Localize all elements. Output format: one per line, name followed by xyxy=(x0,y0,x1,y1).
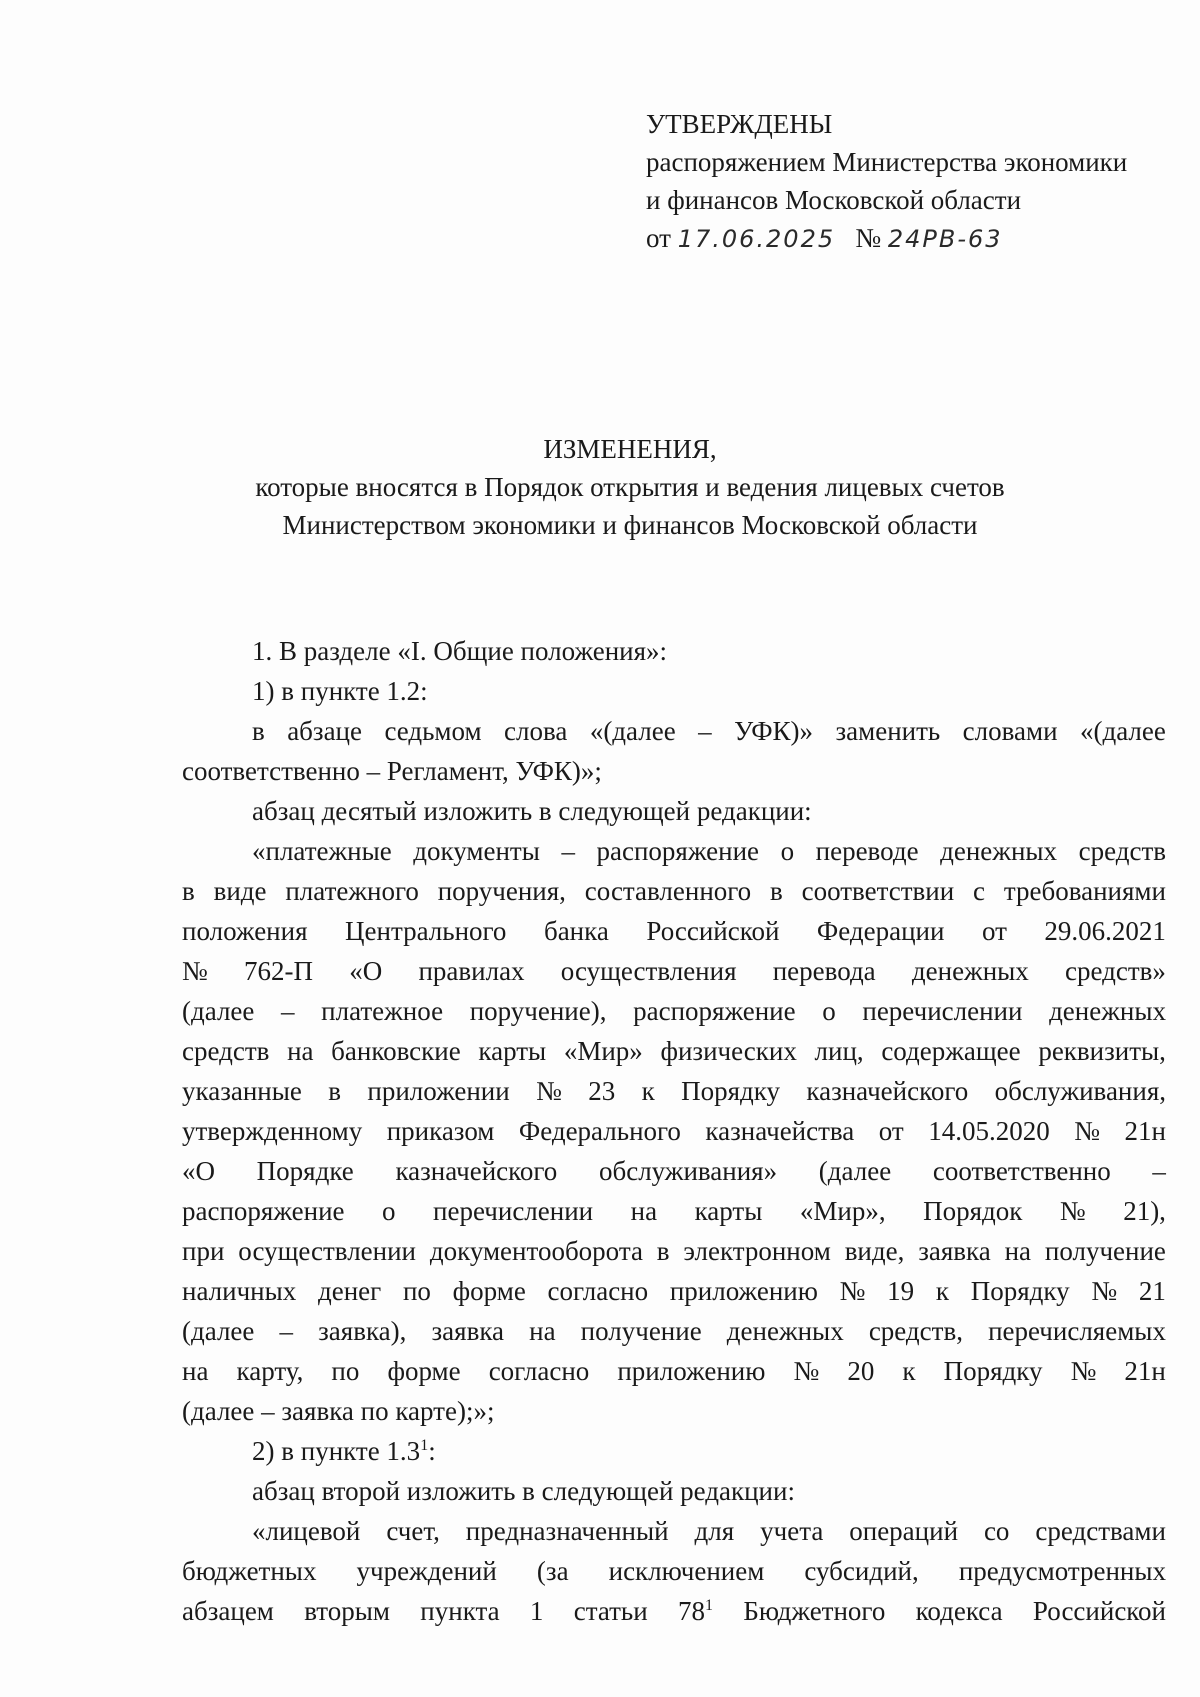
paragraph-8-line-1: «лицевой счет, предназначенный для учета операций со средствами xyxy=(252,1516,1166,1546)
paragraph-5-line-8: утвержденному приказом Федерального казначейства от 14.05.2020 № 21н xyxy=(182,1116,1166,1146)
handwritten-date: 17.06.2025 xyxy=(677,225,836,253)
title-line-1: которые вносятся в Порядок открытия и ведения лицевых счетов xyxy=(255,472,1005,502)
paragraph-5-line-6: средств на банковские карты «Мир» физических лиц, содержащее реквизиты, xyxy=(182,1036,1166,1066)
approval-line-1: распоряжением Министерства экономики xyxy=(646,147,1128,177)
handwritten-number: 24РВ-63 xyxy=(887,225,1003,253)
paragraph-1: 1. В разделе «I. Общие положения»: xyxy=(252,636,668,666)
paragraph-5-line-3: положения Центрального банка Российской Федерации от 29.06.2021 xyxy=(182,916,1166,946)
paragraph-6-text: 2) в пункте 1.3 xyxy=(252,1436,421,1466)
approval-block xyxy=(646,105,1186,258)
paragraph-5-line-11: при осуществлении документооборота в электронном виде, заявка на получение xyxy=(182,1236,1166,1266)
paragraph-8-line-3-superscript: 1 xyxy=(705,1597,714,1614)
paragraph-8-line-3-b: Бюджетного кодекса Российской xyxy=(713,1596,1166,1626)
paragraph-3-line-2: соответственно – Регламент, УФК)»; xyxy=(182,756,602,786)
paragraph-6-tail: : xyxy=(428,1436,436,1466)
paragraph-5-line-12: наличных денег по форме согласно приложению № 19 к Порядку № 21 xyxy=(182,1276,1166,1306)
paragraph-8-line-2: бюджетных учреждений (за исключением субсидий, предусмотренных xyxy=(182,1556,1166,1586)
date-prefix: от xyxy=(646,223,671,253)
paragraph-5-line-1: «платежные документы – распоряжение о переводе денежных средств xyxy=(252,836,1166,866)
approval-line-2: и финансов Московской области xyxy=(646,185,1022,215)
paragraph-7: абзац второй изложить в следующей редакции: xyxy=(252,1476,795,1506)
paragraph-8-line-3-a: абзацем вторым пункта 1 статьи 78 xyxy=(182,1596,706,1626)
title-heading: ИЗМЕНЕНИЯ, xyxy=(543,434,717,464)
paragraph-5-line-4: № 762-П «О правилах осуществления перевода денежных средств» xyxy=(182,956,1166,986)
paragraph-2: 1) в пункте 1.2: xyxy=(252,676,428,706)
paragraph-5-line-15: (далее – заявка по карте);»; xyxy=(182,1396,495,1426)
paragraph-5-line-9: «О Порядке казначейского обслуживания» (далее соответственно – xyxy=(182,1156,1166,1186)
paragraph-5-line-2: в виде платежного поручения, составленного в соответствии с требованиями xyxy=(182,876,1166,906)
paragraph-5-line-10: распоряжение о перечислении на карты «Мир», Порядок № 21), xyxy=(182,1196,1166,1226)
paragraph-5-line-13: (далее – заявка), заявка на получение денежных средств, перечисляемых xyxy=(182,1316,1166,1346)
approval-heading: УТВЕРЖДЕНЫ xyxy=(646,109,833,139)
paragraph-5-line-5: (далее – платежное поручение), распоряжение о перечислении денежных xyxy=(182,996,1166,1026)
title-line-2: Министерством экономики и финансов Московской области xyxy=(282,510,978,540)
number-prefix: № xyxy=(855,223,882,253)
approval-date-line xyxy=(646,219,1186,258)
paragraph-5-line-14: на карту, по форме согласно приложению № 20 к Порядку № 21н xyxy=(182,1356,1166,1386)
paragraph-5-line-7: указанные в приложении № 23 к Порядку казначейского обслуживания, xyxy=(182,1076,1166,1106)
paragraph-8-line-3 xyxy=(182,1596,1166,1627)
paragraph-6-superscript: 1 xyxy=(420,1437,429,1454)
paragraph-6 xyxy=(252,1436,436,1467)
paragraph-3-line-1: в абзаце седьмом слова «(далее – УФК)» заменить словами «(далее xyxy=(252,716,1166,746)
document-title xyxy=(180,430,1080,544)
paragraph-4: абзац десятый изложить в следующей редакции: xyxy=(252,796,812,826)
